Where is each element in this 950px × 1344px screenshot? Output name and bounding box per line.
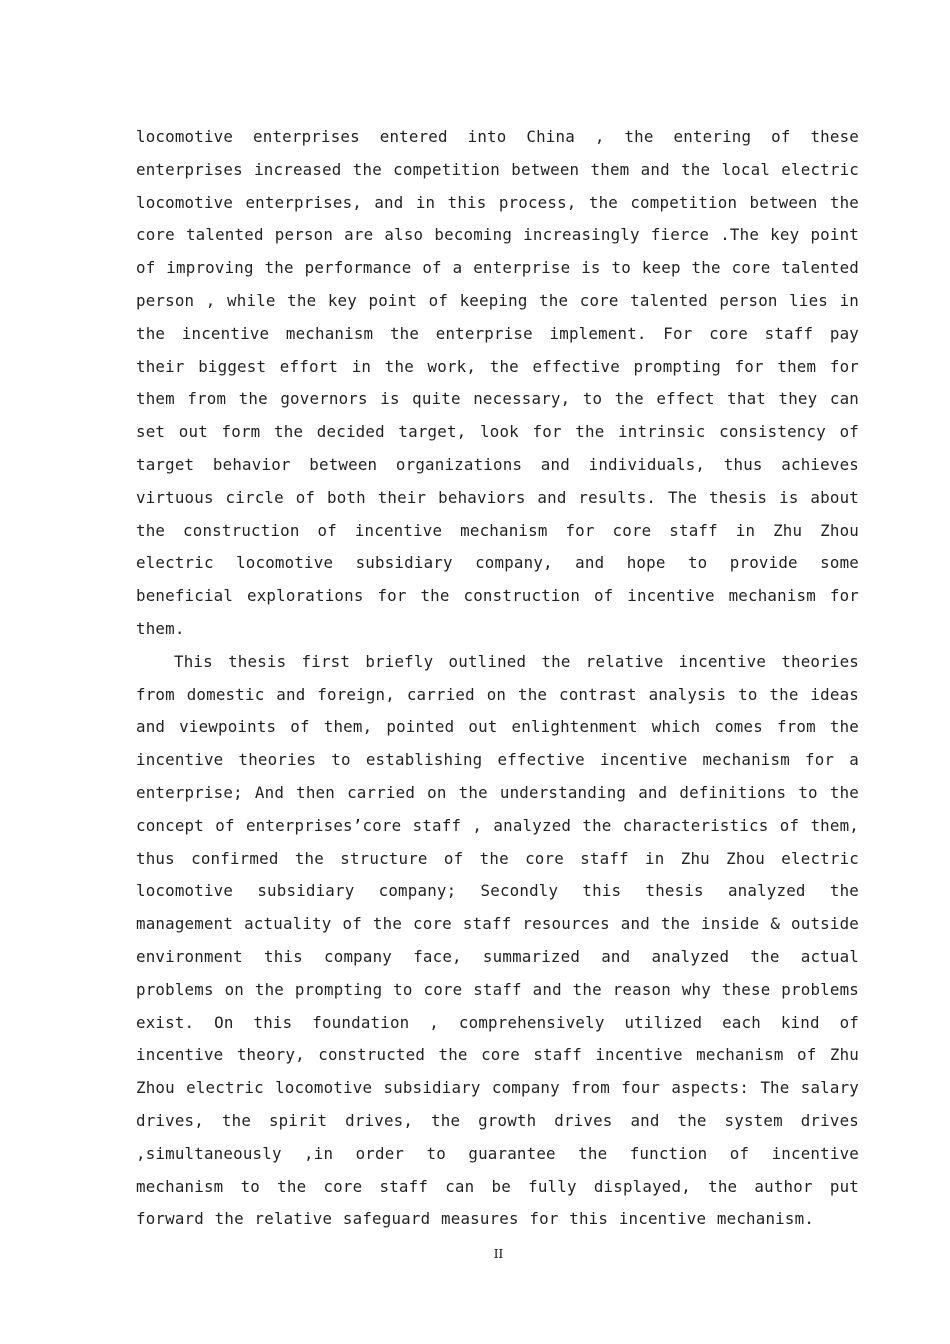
page-number: II xyxy=(493,1247,504,1261)
body-text xyxy=(136,121,859,1236)
paragraph-thesis-outline: This thesis first briefly outlined the relative incentive theories from domestic and foreign, carried on the contrast analysis to the ideas and viewpoints of them, pointed out enlightenment which comes from the incentive theories to establishing effective incentive mechanism for a enterprise; And then carried on the understanding and definitions to the concept of enterprises’core staff , analyzed the characteristics of them, thus confirmed the structure of the core staff in Zhu Zhou electric locomotive subsidiary company; Secondly this thesis analyzed the management actuality of the core staff resources and the inside & outside environment this company face, summarized and analyzed the actual problems on the prompting to core staff and the reason why these problems exist. On this foundation , comprehensively utilized each kind of incentive theory, constructed the core staff incentive mechanism of Zhu Zhou electric locomotive subsidiary company from four aspects: The salary drives, the spirit drives, the growth drives and the system drives ,simultaneously ,in order to guarantee the function of incentive mechanism to the core staff can be fully displayed, the author put forward the relative safeguard measures for this incentive mechanism. xyxy=(136,651,859,1229)
paragraph-continuation: locomotive enterprises entered into China , the entering of these enterprises increased the competition between them and the local electric locomotive enterprises, and in this process, the competition between the core talented person are also becoming increasingly fierce .The key point of improving the performance of a enterprise is to keep the core talented person , while the key point of keeping the core talented person lies in the incentive mechanism the enterprise implement. For core staff pay their biggest effort in the work, the effective prompting for them for them from the governors is quite necessary, to the effect that they can set out form the decided target, look for the intrinsic consistency of target behavior between organizations and individuals, thus achieves virtuous circle of both their behaviors and results. The thesis is about the construction of incentive mechanism for core staff in Zhu Zhou electric locomotive subsidiary company, and hope to provide some beneficial explorations for the construction of incentive mechanism for them. xyxy=(136,127,859,638)
